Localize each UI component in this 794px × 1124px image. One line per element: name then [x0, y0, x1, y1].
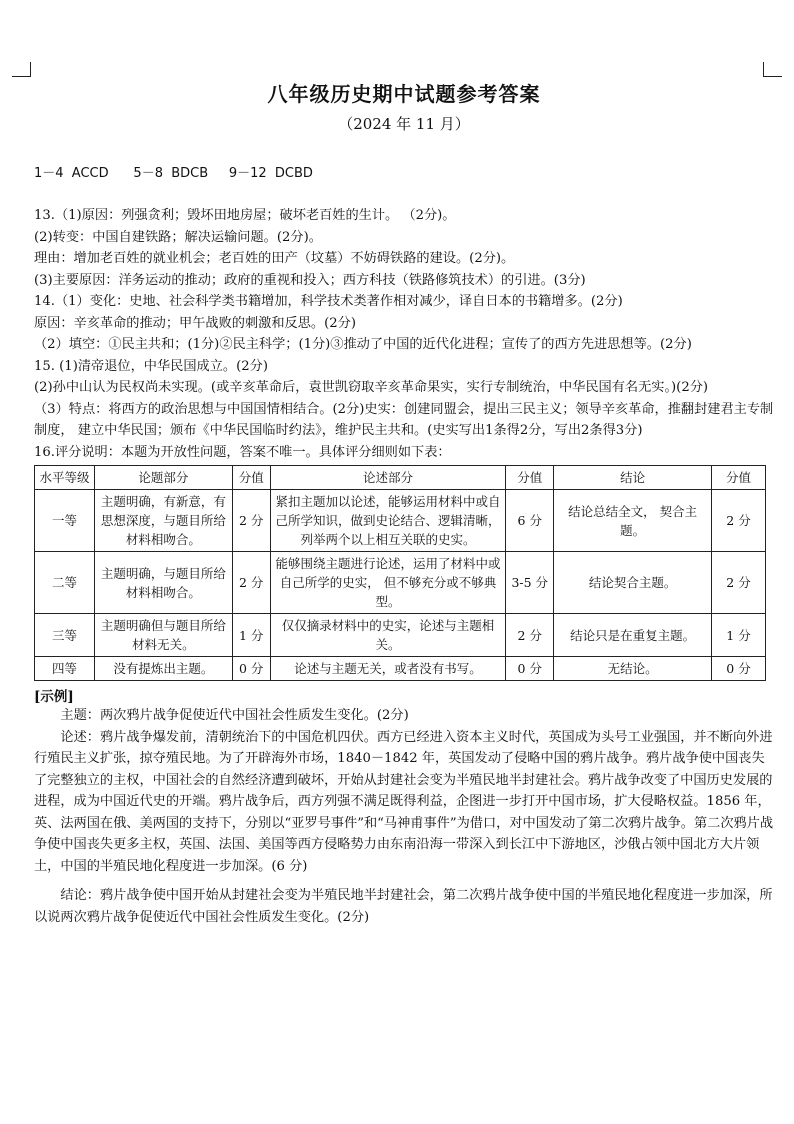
table-cell: 结论契合主题。 — [554, 552, 712, 614]
table-cell: 3-5 分 — [506, 552, 554, 614]
table-cell: 结论只是在重复主题。 — [554, 614, 712, 657]
table-cell: 1 分 — [712, 614, 766, 657]
table-cell: 结论总结全文， 契合主题。 — [554, 490, 712, 552]
table-cell: 主题明确但与题目所给材料无关。 — [94, 614, 232, 657]
table-cell: 2 分 — [506, 614, 554, 657]
table-cell: 一等 — [35, 490, 95, 552]
multiple-choice-answers: 1－4 ACCD 5－8 BDCB 9－12 DCBD — [34, 166, 313, 181]
column-header: 水平等级 — [35, 466, 95, 490]
table-cell: 紧扣主题加以论述，能够运用材料中或自己所学知识，做到史论结合、逻辑清晰， 列举两个以上相互关联的史实。 — [270, 490, 506, 552]
table-cell: 6 分 — [506, 490, 554, 552]
table-cell: 四等 — [35, 657, 95, 681]
table-cell: 2 分 — [712, 490, 766, 552]
table-cell: 仅仅摘录材料中的史实，论述与主题相关。 — [270, 614, 506, 657]
crop-mark-left — [12, 62, 31, 77]
table-row — [35, 614, 766, 657]
answer-sheet — [34, 78, 774, 928]
answer-line: 16.评分说明：本题为开放性问题，答案不唯一。具体评分细则如下表： — [34, 444, 451, 460]
example-heading: [示例] — [34, 689, 74, 705]
answer-line: （3）特点：将西方的政治思想与中国国情相结合。(2分)史实：创建同盟会，提出三民主义；领导辛亥革命，推翻封建君主专制制度， 建立中华民国；颁布《中华民国临时约法》，维护民主共和。(史实写出1条得2分，写出2条得3分) — [34, 401, 774, 438]
answer-line: （2）填空：①民主共和；(1分)②民主科学；(1分)③推动了中国的近代化进程；宣传了的西方先进思想等。(2分) — [34, 337, 692, 352]
answer-line: (2)转变：中国自建铁路；解决运输问题。(2分)。 — [34, 229, 322, 245]
example-paragraph: 结论：鸦片战争使中国开始从封建社会变为半殖民地半封建社会，第二次鸦片战争使中国的半殖民地化程度进一步加深，所以说两次鸦片战争促使近代中国社会性质发生变化。(2分) — [34, 888, 773, 925]
column-header: 分值 — [232, 466, 270, 490]
page-title: 八年级历史期中试题参考答案 — [267, 82, 541, 106]
table-cell: 三等 — [35, 614, 95, 657]
column-header: 结论 — [554, 466, 712, 490]
table-cell: 1 分 — [232, 614, 270, 657]
table-cell: 2 分 — [232, 552, 270, 614]
table-cell: 2 分 — [712, 552, 766, 614]
table-cell: 二等 — [35, 552, 95, 614]
column-header: 论题部分 — [94, 466, 232, 490]
example-paragraph: 论述：鸦片战争爆发前，清朝统治下的中国危机四伏。西方已经进入资本主义时代，英国成为头号工业强国，并不断向外进行殖民主义扩张，掠夺殖民地。为了开辟海外市场，1840－1842 年，英国发动了侵略中国的鸦片战争。鸦片战争使中国丧失了完整独立的主权，中国社会的自然经济遭到破坏，开始从封建社会变为半殖民地半封建社会。鸦片战争改变了中国历史发展的进程，成为中国近代史的开端。鸦片战争后，西方列强不满足既得利益，企图进一步打开中国市场，扩大侵略权益。1856 年，英、法两国在俄、美两国的支持下，分别以“亚罗号事件”和“马神甫事件”为借口，对中国发动了第二次鸦片战争。第二次鸦片战争使中国丧失更多主权，英国、法国、美国等西方侵略势力由东南沿海一带深入到长江中下游地区，沙俄占领中国北方大片领土，中国的半殖民地化程度进一步加深。(6 分) — [34, 729, 774, 874]
scoring-rubric-table — [34, 465, 766, 681]
answer-lines — [34, 205, 774, 463]
column-header: 分值 — [712, 466, 766, 490]
table-cell: 0 分 — [712, 657, 766, 681]
answer-line: (2)孙中山认为民权尚未实现。(或辛亥革命后，袁世凯窃取辛亥革命果实，实行专制统治，中华民国有名无实。)(2分) — [34, 380, 709, 395]
table-row — [35, 490, 766, 552]
crop-mark-right — [763, 62, 782, 77]
answer-line: 理由：增加老百姓的就业机会；老百姓的田产（坟墓）不妨碍铁路的建设。(2分)。 — [34, 251, 515, 266]
table-cell: 能够围绕主题进行论述，运用了材料中或自己所学的史实， 但不够充分或不够典型。 — [270, 552, 506, 614]
answer-line: 13.（1)原因：列强贪利；毁坏田地房屋；破坏老百姓的生计。 （2分)。 — [34, 208, 456, 223]
answer-line: 14.（1）变化：史地、社会科学类书籍增加，科学技术类著作相对减少，译自日本的书籍增多。(2分) — [34, 294, 623, 309]
table-cell: 无结论。 — [554, 657, 712, 681]
table-cell: 没有提炼出主题。 — [94, 657, 232, 681]
table-cell: 论述与主题无关，或者没有书写。 — [270, 657, 506, 681]
table-cell: 2 分 — [232, 490, 270, 552]
column-header: 分值 — [506, 466, 554, 490]
table-row — [35, 552, 766, 614]
example-paragraph: 主题：两次鸦片战争促使近代中国社会性质发生变化。(2分) — [60, 708, 409, 723]
table-row — [35, 657, 766, 681]
table-cell: 0 分 — [232, 657, 270, 681]
answer-line: (3)主要原因：洋务运动的推动；政府的重视和投入；西方科技（铁路修筑技术）的引进。(3分) — [34, 272, 586, 288]
page-subtitle: （2024 年 11 月） — [338, 115, 470, 133]
table-cell: 主题明确，有新意，有思想深度，与题目所给材料相吻合。 — [94, 490, 232, 552]
answer-line: 15. (1)清帝退位，中华民国成立。(2分) — [34, 358, 268, 374]
column-header: 论述部分 — [270, 466, 506, 490]
answer-line: 原因：辛亥革命的推动；甲午战败的刺激和反思。(2分) — [34, 315, 356, 331]
table-cell: 主题明确，与题目所给材料相吻合。 — [94, 552, 232, 614]
table-header-row — [35, 466, 766, 490]
table-cell: 0 分 — [506, 657, 554, 681]
